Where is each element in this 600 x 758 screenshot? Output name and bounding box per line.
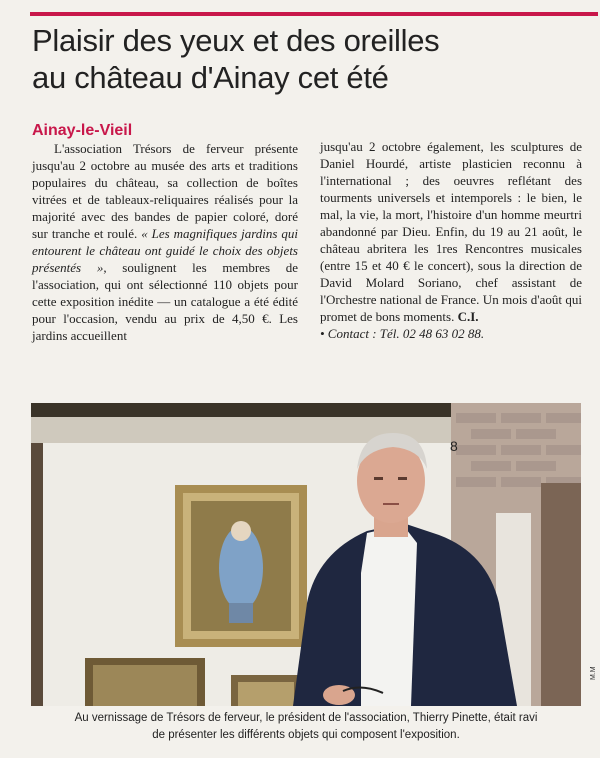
author-signature: C.I. [457,309,479,324]
article-photo [31,403,581,706]
column-1-quote: « Les magnifiques jardins qui entourent le château ont guidé le choix des objets présentés » [32,226,298,275]
headline-line-2: au château d'Ainay cet été [32,60,389,95]
headline [32,22,592,96]
column-2-paragraph [320,138,582,325]
column-1-paragraph [32,140,298,344]
section-rule [30,12,598,16]
photo-caption [36,710,576,744]
column-1-text-continued: , soulignent les membres de l'association, qui ont sélectionné 110 objets pour cette exposition inédite — un catalogue a été édité pour l'occasion, vendu au prix de 4,50 €. Les jardins accueillent [32,260,298,343]
caption-line-1: Au vernissage de Trésors de ferveur, le président de l'association, Thierry Pinette, était ravi [74,712,538,724]
article-column-2 [320,138,582,342]
photo-credit: M.M [590,666,597,680]
article-column-1 [32,140,298,344]
dateline: Ainay-le-Vieil [32,122,133,139]
column-1-text: L'association Trésors de ferveur présente jusqu'au 2 octobre au musée des arts et traditions populaires du château, sa collection de boîtes vitrées et de tableaux-reliquaires réalisés pour la majorité avec des bandes de papier coloré, doré sur tranche et roulé. [32,141,298,241]
panel-number: 8 [450,438,458,454]
caption-line-2: de présenter les différents objets qui composent l'exposition. [152,729,460,741]
headline-line-1: Plaisir des yeux et des oreilles [32,23,440,58]
photo-illustration [31,403,581,706]
column-2-text: jusqu'au 2 octobre également, les sculptures de Daniel Hourdé, artiste plasticien reconnu à l'international ; des oeuvres reflétant des tourments universels et intemporels : le bien, le mal, la vie, la mort, l'histoire d'un homme meurtri abandonné par Dieu. Enfin, du 19 au 21 août, le château abritera les 1res Rencontres musicales (entre 15 et 40 € le concert), sous la direction de David Molard Soriano, chef assistant de l'Orchestre national de France. Un mois d'août qui promet de bons moments. [320,139,582,324]
contact-line: • Contact : Tél. 02 48 63 02 88. [320,326,485,341]
